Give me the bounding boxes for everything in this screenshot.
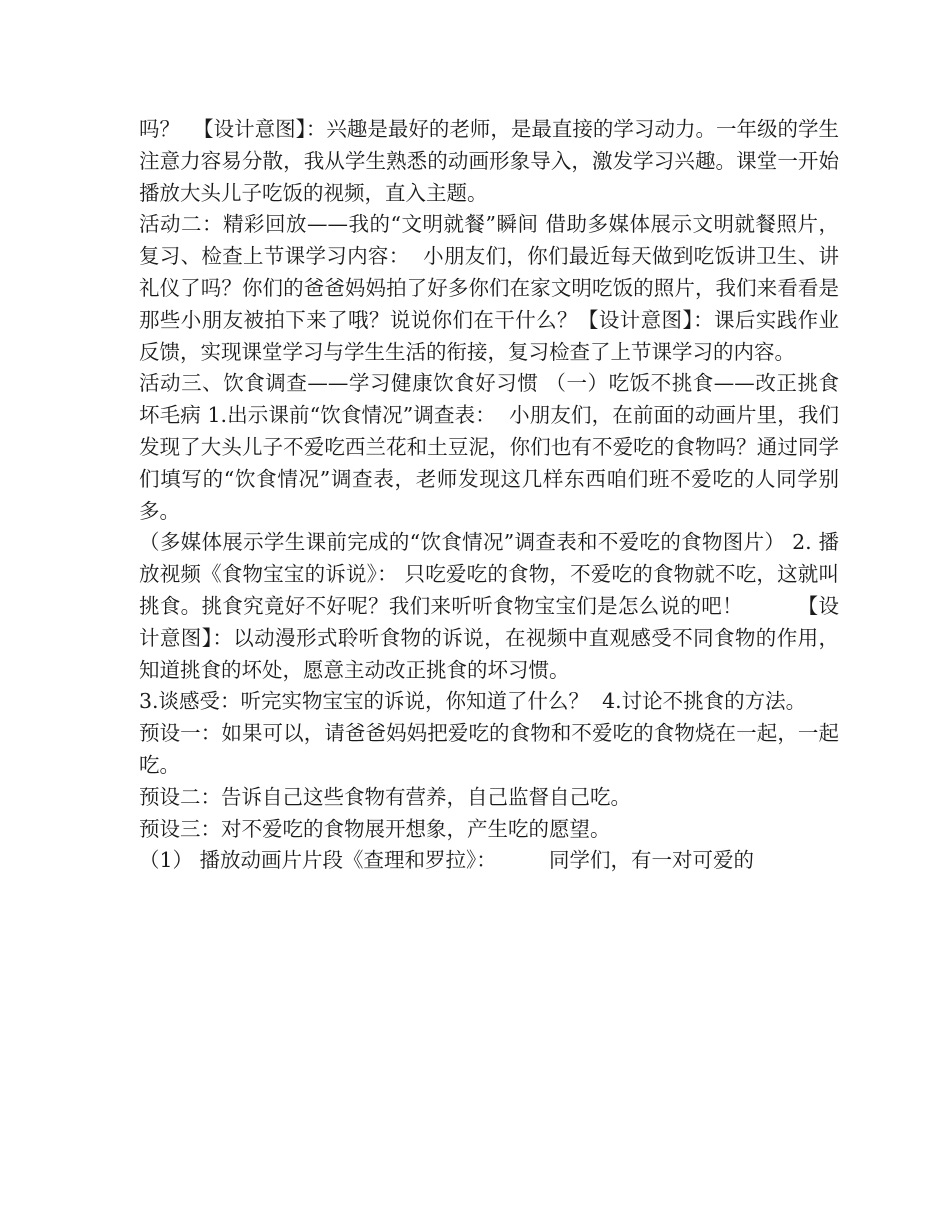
paragraph-preset-two: 预设二：告诉自己这些食物有营养，自己监督自己吃。 [139, 784, 631, 809]
paragraph-preset-three: 预设三：对不爱吃的食物展开想象，产生吃的愿望。 [139, 816, 611, 841]
paragraph-activity-three: 活动三、饮食调查——学习健康饮食好习惯 （一）吃饭不挑食——改正挑食坏毛病 1.出示课前“饮食情况”调查表： 小朋友们，在前面的动画片里，我们发现了大头儿子不爱吃西兰花和土豆泥，你们也有不爱吃的食物吗？通过同学们填写的“饮食情况”调查表，老师发现这几样东西咱们班不爱吃的人同学别多。 [139, 371, 839, 523]
paragraph-cartoon-clip: （1） 播放动画片片段《查理和罗拉》： 同学们，有一对可爱的 [139, 848, 754, 873]
paragraph-design-intent-1: 吗？ 【设计意图】：兴趣是最好的老师，是最直接的学习动力。一年级的学生注意力容易分散，我从学生熟悉的动画形象导入，激发学习兴趣。课堂一开始播放大头儿子吃饭的视频，直入主题。 [139, 117, 839, 205]
paragraph-preset-one: 预设一：如果可以，请爸爸妈妈把爱吃的食物和不爱吃的食物烧在一起，一起吃。 [139, 721, 839, 777]
paragraph-activity-two: 活动二：精彩回放——我的“文明就餐”瞬间 借助多媒体展示文明就餐照片，复习、检查上节课学习内容： 小朋友们，你们最近每天做到吃饭讲卫生、讲礼仪了吗？你们的爸爸妈妈拍了好多你们在家文明吃饭的照片，我们来看看是那些小朋友被拍下来了哦？说说你们在干什么？【设计意图】：课后实践作业反馈，实现课堂学习与学生生活的衔接，复习检查了上节课学习的内容。 [139, 212, 839, 364]
document-body [139, 114, 839, 877]
paragraph-discussion: 3.谈感受：听完实物宝宝的诉说，你知道了什么？ 4.讨论不挑食的方法。 [139, 689, 807, 714]
paragraph-multimedia-video: （多媒体展示学生课前完成的“饮食情况”调查表和不爱吃的食物图片） 2. 播放视频《食物宝宝的诉说》： 只吃爱吃的食物，不爱吃的食物就不吃，这就叫挑食。挑食究竟好不好呢？我们来听听食物宝宝们是怎么说的吧！ 【设计意图】：以动漫形式聆听食物的诉说，在视频中直观感受不同食物的作用，知道挑食的坏处，愿意主动改正挑食的坏习惯。 [139, 530, 839, 682]
